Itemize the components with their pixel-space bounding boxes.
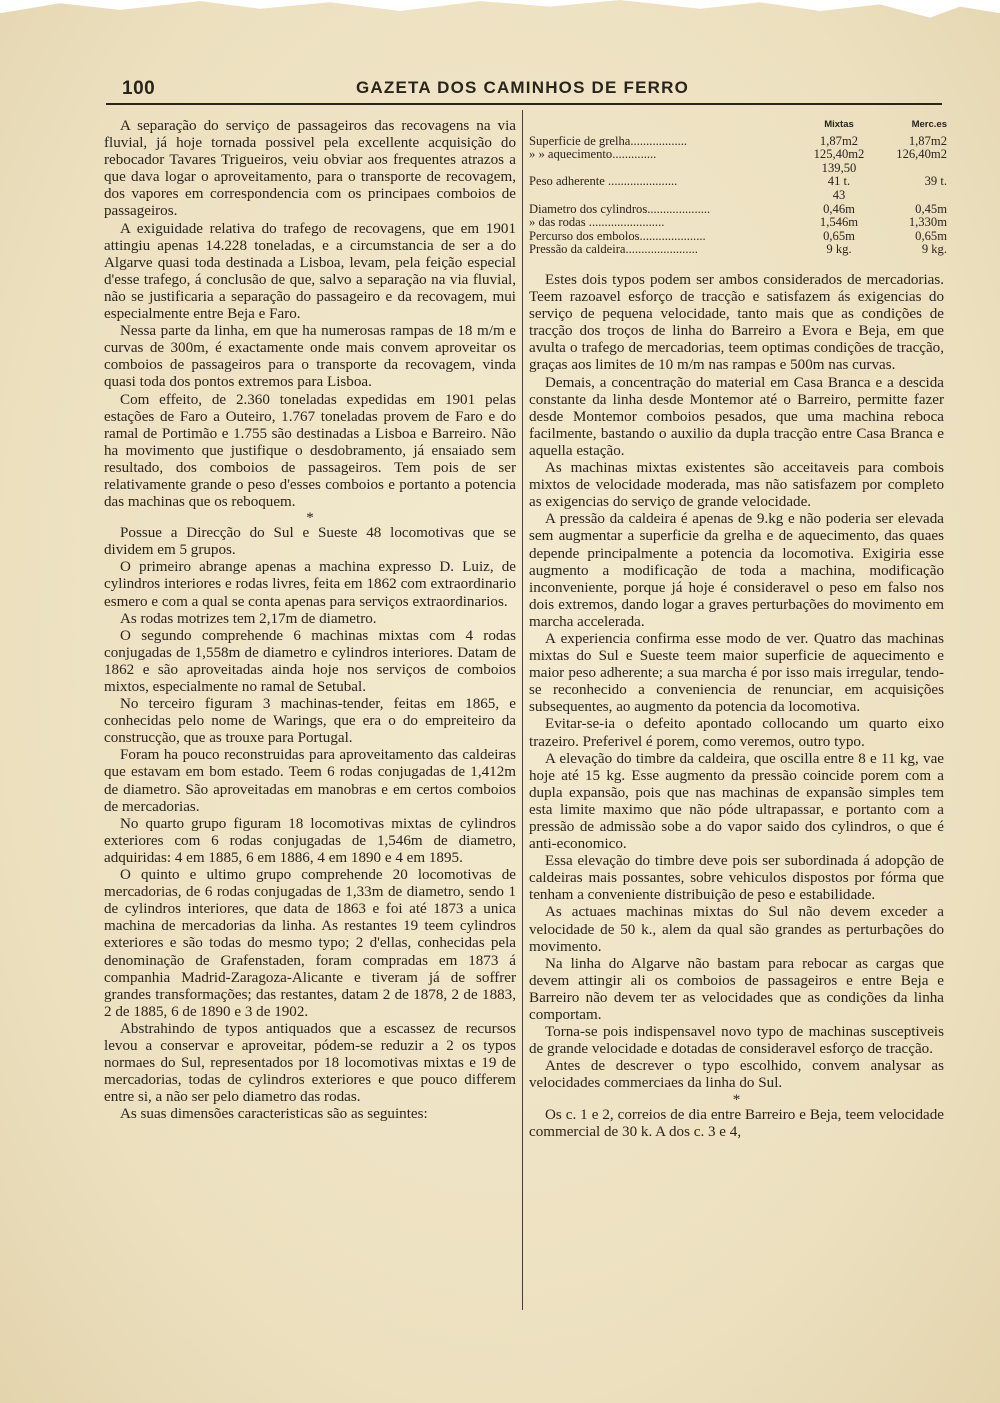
- header-rule: [106, 103, 942, 105]
- table-row: [529, 230, 947, 244]
- value-mixtas: 139,50: [821, 160, 857, 175]
- row-label: » » aquecimento..............: [529, 148, 657, 162]
- paragraph: No quarto grupo figuram 18 locomotivas mixtas de cylindros exteriores com 6 rodas conjugadas de 1,546m de diametro, adquiridas: 4 em 1885, 6 em 1886, 4 em 1890 e 4 em 1895.: [104, 815, 516, 866]
- value-mixtas: 1,87m2: [819, 133, 859, 148]
- paragraph: As suas dimensões caracteristicas são as seguintes:: [120, 1106, 428, 1123]
- row-label: [529, 162, 799, 176]
- value-merc: [879, 189, 947, 203]
- page-header: [106, 78, 942, 104]
- paragraph: Com effeito, de 2.360 toneladas expedidas em 1901 pelas estações de Faro a Outeiro, 1.767 toneladas provem de Faro e do ramal de Portimão e 1.755 são destinadas a Lisboa e Barreiro. Não ha movimento que justifique o desdobramento, já ensaiado sem resultado, dos comboios de passageiros. Tem pois de ser relativamente grande o peso d'esses comboios e portanto a potencia das machinas que os reboquem.: [104, 391, 516, 511]
- value-merc: 1,330m: [908, 215, 947, 230]
- value-mixtas: 0,46m: [823, 201, 855, 216]
- value-mixtas: 9 kg.: [826, 242, 852, 257]
- table-row: [529, 162, 947, 176]
- paragraph: As rodas motrizes tem 2,17m de diametro.: [120, 610, 377, 627]
- paragraph: Essa elevação do timbre deve pois ser subordinada á adopção de caldeiras mais possantes, sobre vehiculos dispostos por fórma que tenham a conveniente distribuição de peso e estabilidade.: [529, 853, 944, 904]
- page-number: 100: [122, 78, 156, 99]
- paragraph: O segundo comprehende 6 machinas mixtas com 4 rodas conjugadas de 1,558m de diametro e cylindros interiores. Datam de 1862 e são aproveitadas ainda hoje nos serviços de comboios mixtos, especialmente no ramal de Setubal.: [104, 627, 516, 695]
- paragraph: Os c. 1 e 2, correios de dia entre Barreiro e Beja, teem velocidade commercial de 30 k. A dos c. 3 e 4,: [529, 1106, 944, 1140]
- table-row: [529, 135, 947, 149]
- table-row: [529, 189, 947, 203]
- paragraph: As machinas mixtas existentes são acceitaveis para combois mixtos de velocidade moderada, mas não satisfazem por completo as exigencias do serviço de grande velocidade.: [529, 460, 944, 511]
- section-separator: *: [306, 510, 314, 527]
- paragraph: Antes de descrever o typo escolhido, convem analysar as velocidades commerciaes da linha do Sul.: [529, 1058, 944, 1092]
- paragraph: Demais, a concentração do material em Casa Branca e a descida constante da linha desde Montemor até o Barreiro, permitte fazer desde Montemor comboios pesados, que uma machina reboca facilmente, bastando o auxilio da dupla tracção entre Casa Branca e aquella estação.: [529, 374, 944, 459]
- paragraph: No terceiro figuram 3 machinas-tender, feitas em 1865, e conhecidas pelo nome de Warings, que era o do empreiteiro da construcção, que as trouxe para Portugal.: [104, 696, 516, 747]
- row-label: [529, 189, 799, 203]
- row-label: Percurso dos embolos.....................: [529, 229, 706, 243]
- value-merc: 39 t.: [924, 174, 947, 189]
- paragraph: A experiencia confirma esse modo de ver. Quatro das machinas mixtas do Sul e Sueste teem maior superficie de aquecimento e maior peso adherente; a sua marcha é por isso mais irregular, tendo-se reconhecido a conveniencia de renunciar, em acquisições subsequentes, ao augmento da potencia da locomotiva.: [529, 630, 944, 716]
- column-header-mixtas: Mixtas: [824, 119, 854, 130]
- paragraph: Possue a Direcção do Sul e Sueste 48 locomotivas que se dividem em 5 grupos.: [104, 525, 516, 559]
- section-separator: *: [732, 1091, 741, 1108]
- paragraph: Na linha do Algarve não bastam para rebocar as cargas que devem attingir ali os comboios de passageiros e entre Beja e Barreiro não devem ter as velocidades que as condições da linha comportam.: [529, 955, 944, 1024]
- locomotive-spec-table: [529, 118, 947, 257]
- value-mixtas: 43: [832, 187, 846, 202]
- paragraph: Estes dois typos podem ser ambos considerados de mercadorias. Teem razoavel esforço de tracção e satisfazem ás exigencias do serviço de pequena velocidade, tanto mais que as condições de tracção dos troços de linha do Barreiro a Evora e Beja, em que avulta o trafego de mercadorias, teem optimas condições de tracção, graças aos limites de 10 m/m nas rampas e 500m nas curvas.: [529, 272, 944, 374]
- table-row: [529, 203, 947, 217]
- value-mixtas: 125,40m2: [813, 147, 865, 162]
- value-merc: 0,65m: [915, 228, 947, 243]
- paragraph: O quinto e ultimo grupo comprehende 20 locomotivas de mercadorias, de 6 rodas conjugadas de 1,33m de diametro, sendo 1 de cylindros interiores, que data de 1863 e foi até 1873 a unica machina de mercadorias da linha. As restantes 19 teem cylindros exteriores e são todas do mesmo typo; 2 d'ellas, conhecidas pela denominação de Grafenstaden, foram compradas em 1873 á companhia Madrid-Zaragoza-Alicante e tiveram já de soffrer grandes transformações; das restantes, datam 2 de 1878, 2 de 1883, 2 de 1885, 6 de 1890 e 3 de 1902.: [104, 867, 516, 1020]
- row-label: Diametro dos cylindros....................: [529, 202, 711, 216]
- paragraph: Evitar-se-ia o defeito apontado collocando um quarto eixo trazeiro. Preferivel é porem, como veremos, outro typo.: [529, 716, 944, 750]
- column-header-merc: Merc.es: [911, 119, 947, 130]
- value-mixtas: 0,65m: [823, 228, 855, 243]
- paragraph: Nessa parte da linha, em que ha numerosas rampas de 18 m/m e curvas de 300m, é exactamente onde mais convem aproveitar os comboios de passageiros para o transporte da recovagem, vinda quasi toda dos pontos extremos para Lisboa.: [104, 323, 516, 391]
- row-label: Pressão da caldeira.......................: [529, 243, 698, 257]
- column-divider: [522, 110, 523, 1310]
- value-merc: 0,45m: [915, 201, 947, 216]
- value-merc: [879, 162, 947, 176]
- row-label: Peso adherente ......................: [529, 175, 678, 189]
- table-row: [529, 148, 947, 162]
- value-mixtas: 41 t.: [827, 174, 851, 189]
- paragraph: Foram ha pouco reconstruidas para aproveitamento das caldeiras que estavam em bom estado. Teem 6 rodas conjugadas de 1,412m de diametro. São aproveitadas em manobras e em certos comboios de mercadorias.: [104, 747, 516, 815]
- table-header-row: [529, 118, 947, 135]
- paragraph: As actuaes machinas mixtas do Sul não devem exceder a velocidade de 50 k., alem da qual são grandes as perturbações do movimento.: [529, 904, 944, 955]
- paragraph: O primeiro abrange apenas a machina expresso D. Luiz, de cylindros interiores e rodas livres, feita em 1862 com extraordinario esmero e com a qual se conta apenas para serviços extraordinarios.: [104, 559, 516, 610]
- paragraph: Torna-se pois indispensavel novo typo de machinas susceptiveis de grande velocidade e dotadas de consideravel esforço de tracção.: [529, 1024, 944, 1058]
- row-label: Superficie de grelha..................: [529, 134, 688, 148]
- torn-edge: [0, 0, 1000, 22]
- table-row: [529, 216, 947, 230]
- table-row: [529, 175, 947, 189]
- value-mixtas: 1,546m: [819, 215, 859, 230]
- value-merc: 1,87m2: [908, 133, 947, 148]
- left-column: [104, 118, 516, 1123]
- paragraph: A elevação do timbre da caldeira, que oscilla entre 8 e 11 kg, vae hoje até 15 kg. Esse augmento da pressão coincide porem com a dupla expansão, pois que nas machinas de expansão simples tem esta limite maximo que não póde ultrapassar, e portanto com a pressão de admissão sobe a do vapor saido dos cylindros, o que é anti-economico.: [529, 750, 944, 853]
- value-merc: 126,40m2: [896, 147, 947, 162]
- row-label: » das rodas ........................: [529, 216, 665, 230]
- running-title: GAZETA DOS CAMINHOS DE FERRO: [356, 78, 689, 97]
- paragraph: A separação do serviço de passageiros das recovagens na via fluvial, já hoje tornada possivel pela excellente acquisição do rebocador Tavares Trigueiros, veiu obviar aos frequentes atrazos a que dava logar o aproveitamento, para o transporte de recovagem, dos vapores em correspondencia com os principaes comboios de passageiros.: [104, 118, 516, 220]
- right-column: [529, 272, 944, 1141]
- table-row: [529, 243, 947, 257]
- paragraph: Abstrahindo de typos antiquados que a escassez de recursos levou a conservar e aproveitar, pódem-se reduzir a 2 os typos normaes do Sul, representados por 18 locomotivas mixtas e 19 de mercadorias, todas de cylindros exteriores e que pouco differem entre si, a não ser pelo diametro das rodas.: [104, 1020, 516, 1106]
- paragraph: A exiguidade relativa do trafego de recovagens, que em 1901 attingiu apenas 14.228 toneladas, e a circumstancia de ser a do Algarve quasi toda destinada a Lisboa, levam, pela feição especial d'esse trafego, á conclusão de que, salvo a separação na via fluvial, não se justificaria a separação do passageiro e da recovagem, mui especialmente entre Beja e Faro.: [104, 220, 516, 323]
- value-merc: 9 kg.: [921, 242, 947, 257]
- paragraph: A pressão da caldeira é apenas de 9.kg e não poderia ser elevada sem augmentar a superficie da grelha e de aquecimento, das quaes depende principalmente a potencia da locomotiva. Exigiria esse augmento a modificação de toda a machina, modificação inconveniente, porque já hoje é consideravel o peso em falso nos dois extremos, dando logar a graves perturbações do movimento em marcha accelerada.: [529, 511, 944, 630]
